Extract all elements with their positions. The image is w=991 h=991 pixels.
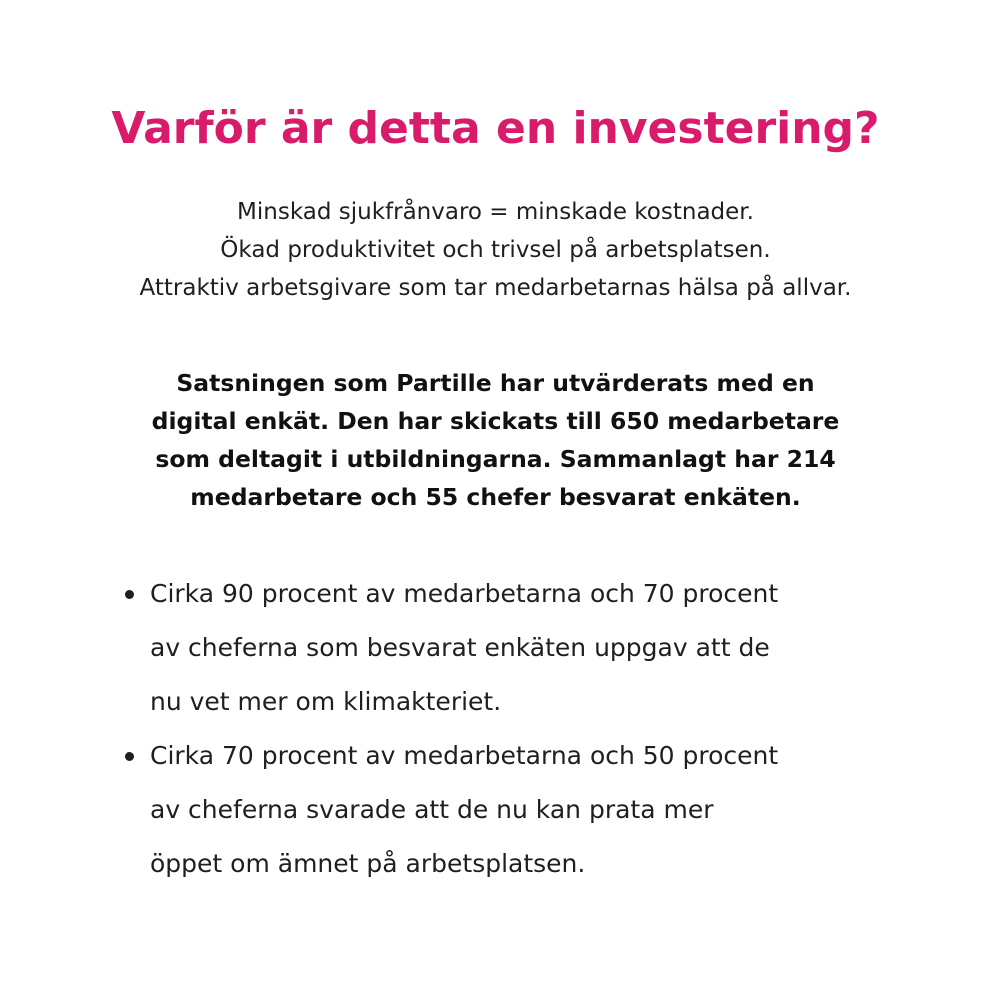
intro-paragraph: [0, 193, 991, 307]
list-item: [120, 567, 940, 729]
results-list: [120, 567, 940, 891]
summary-line: som deltagit i utbildningarna. Sammanlagt har 214: [155, 445, 836, 473]
intro-line: Attraktiv arbetsgivare som tar medarbetarnas hälsa på allvar.: [139, 275, 852, 301]
list-item-line: Cirka 70 procent av medarbetarna och 50 procent: [150, 741, 779, 770]
bullet-dot-icon: [125, 590, 134, 599]
intro-line: Ökad produktivitet och trivsel på arbetsplatsen.: [220, 237, 771, 263]
summary-line: Satsningen som Partille har utvärderats med en: [176, 369, 815, 397]
survey-summary: [70, 364, 921, 516]
summary-line: medarbetare och 55 chefer besvarat enkäten.: [190, 483, 801, 511]
list-item-line: Cirka 90 procent av medarbetarna och 70 procent: [150, 579, 779, 608]
list-item-line: av cheferna svarade att de nu kan prata mer: [150, 795, 714, 824]
bullet-dot-icon: [125, 752, 134, 761]
list-item-line: öppet om ämnet på arbetsplatsen.: [150, 849, 586, 878]
intro-line: Minskad sjukfrånvaro = minskade kostnader.: [237, 199, 754, 225]
list-item-line: nu vet mer om klimakteriet.: [150, 687, 502, 716]
list-item: [120, 729, 940, 891]
list-item-line: av cheferna som besvarat enkäten uppgav att de: [150, 633, 770, 662]
page-title: Varför är detta en investering?: [111, 103, 880, 154]
summary-line: digital enkät. Den har skickats till 650 medarbetare: [151, 407, 840, 435]
